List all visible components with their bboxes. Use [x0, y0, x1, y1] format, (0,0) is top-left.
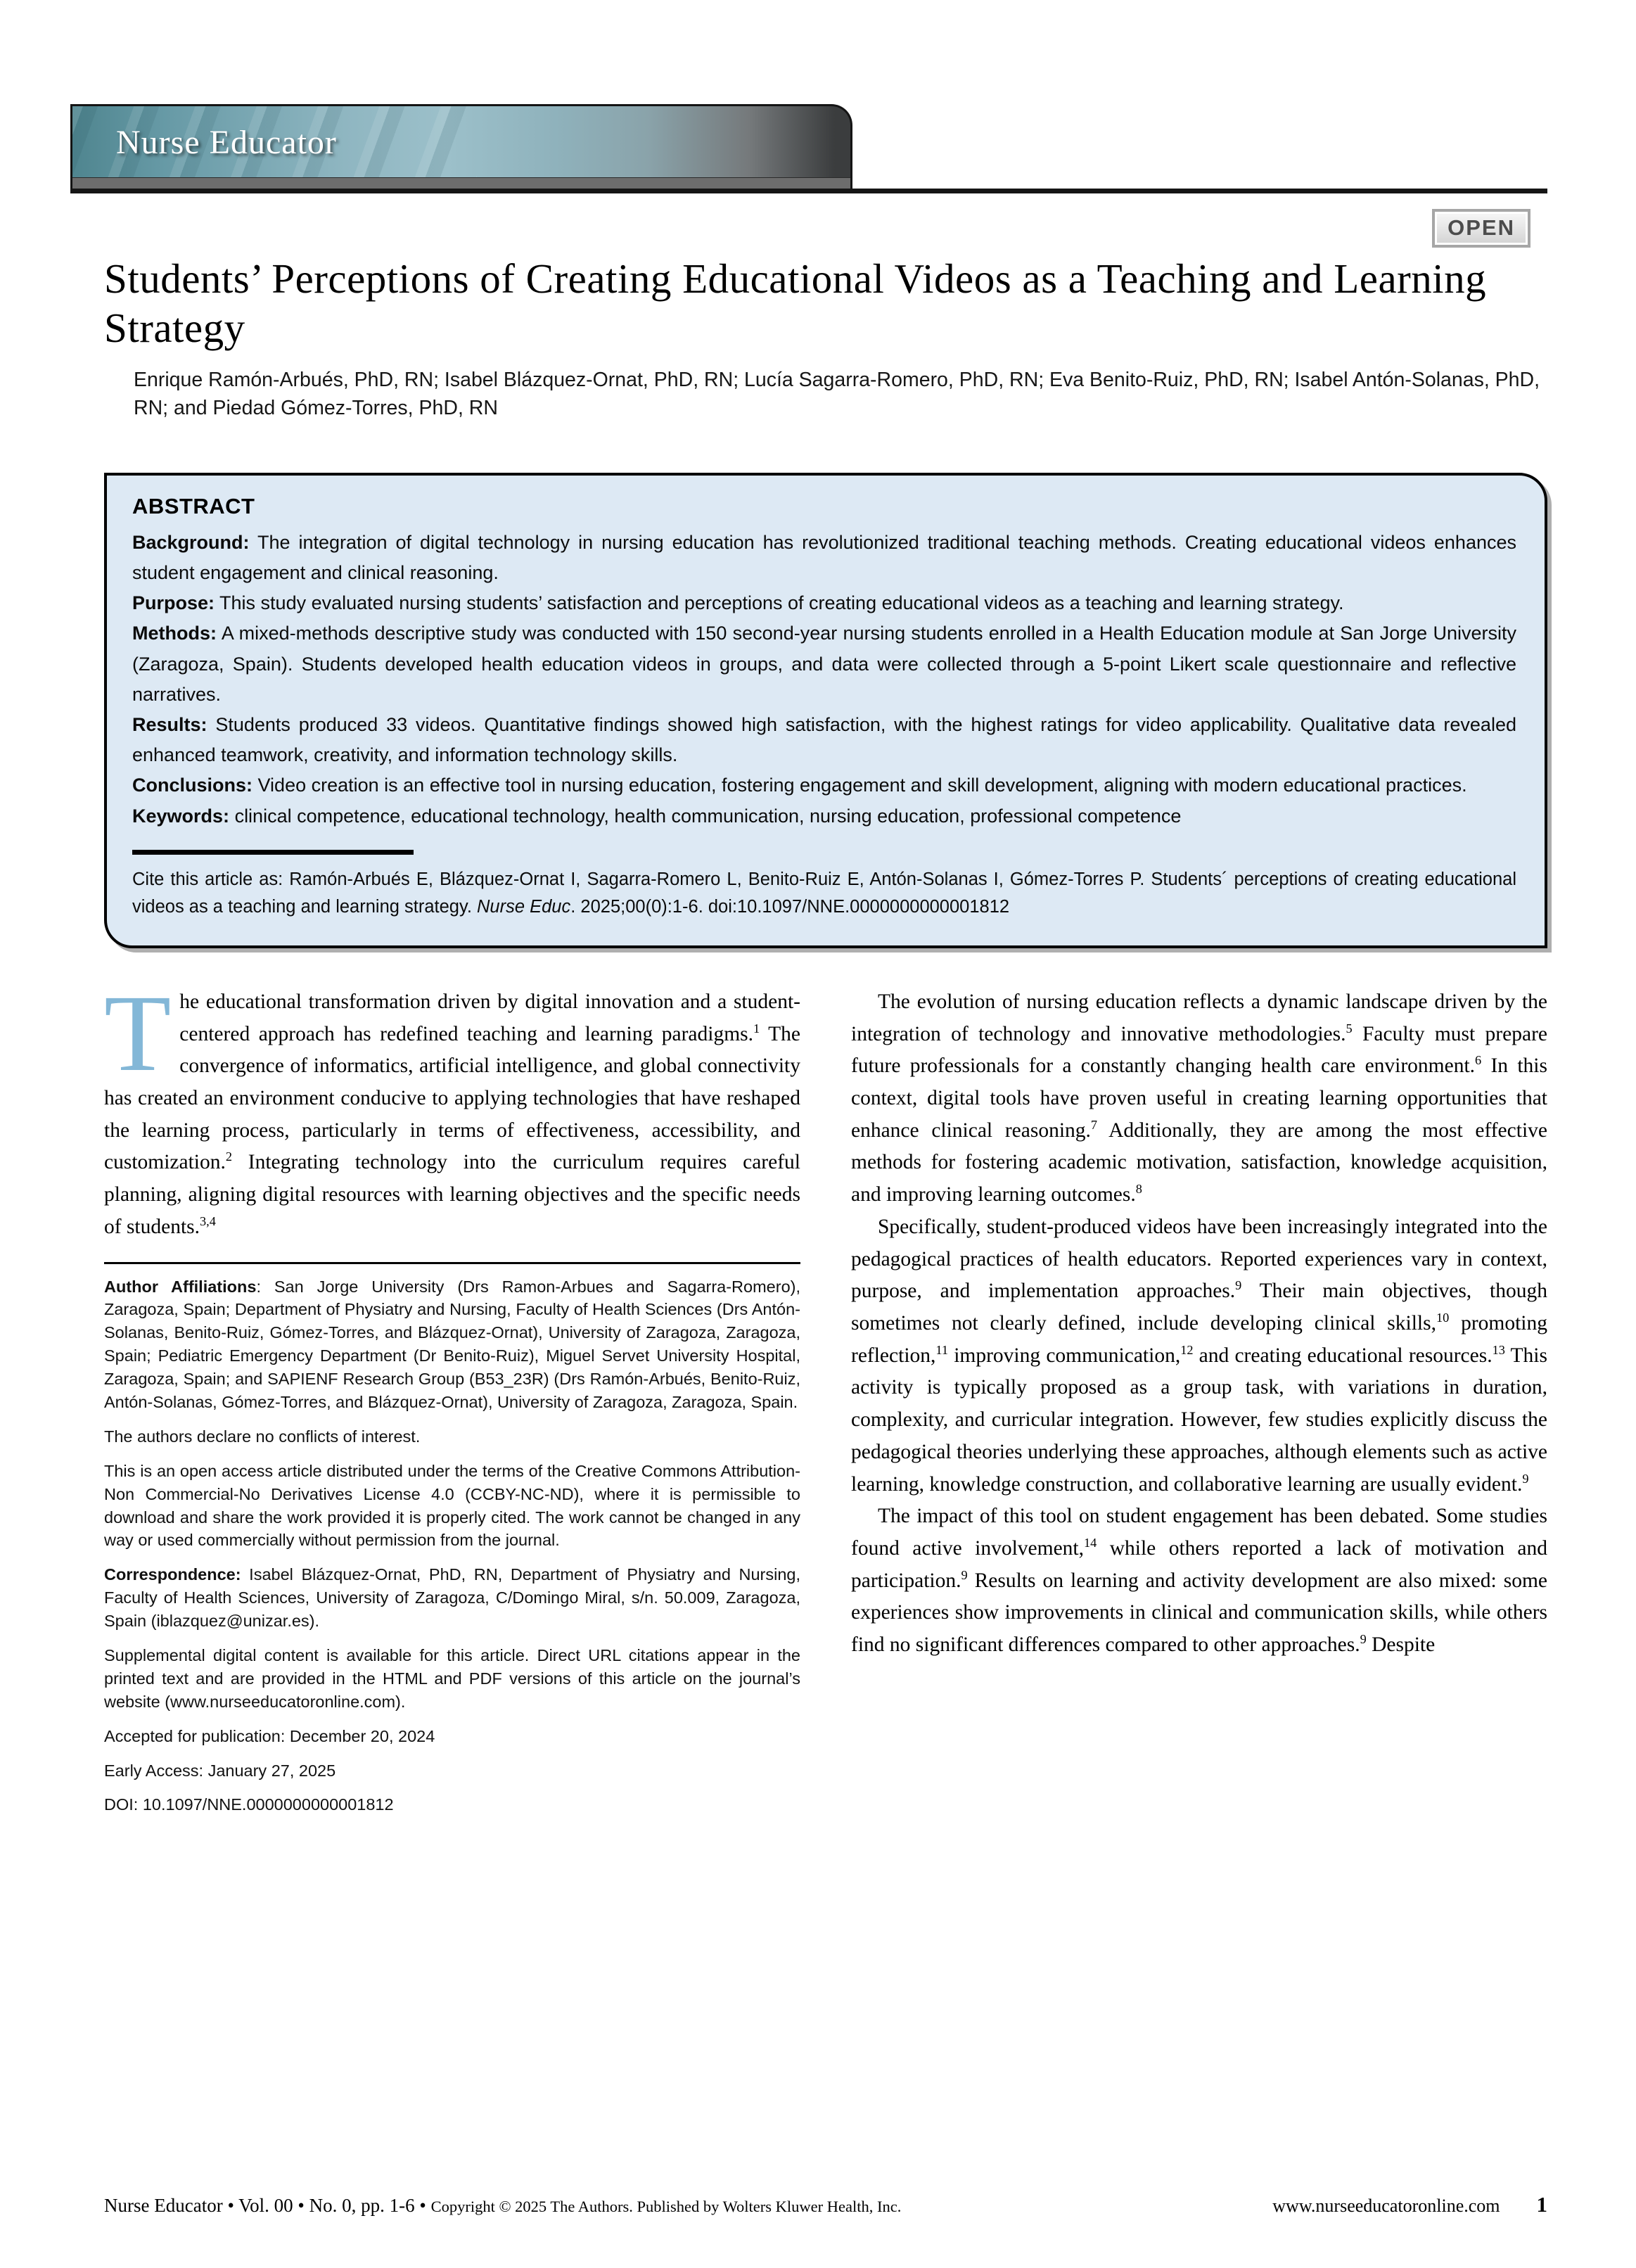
- intro-paragraph-text: he educational transformation driven by digital innovation and a student-centered approach has redefined teaching and learning paradigms.$^1$ The convergence of informatics, artificial intelligence, and global connectivity has created an environment conducive to applying technologies that have reshaped the learning process, particularly in terms of effectiveness, accessibility, and customization.$^2$ Integrating technology into the curriculum requires careful planning, aligning digital resources with learning objectives and the specific needs of students.$^{3,4}$: [104, 990, 800, 1238]
- abstract-conclusions: [132, 770, 1516, 801]
- left-column: [104, 971, 800, 1828]
- footnote-accepted: Accepted for publication: December 20, 2024: [104, 1726, 435, 1745]
- abstract-results-label: Results:: [132, 714, 207, 735]
- abstract-methods-label: Methods:: [132, 623, 217, 644]
- abstract-methods: [132, 618, 1516, 710]
- intro-paragraph: [104, 971, 800, 1244]
- abstract-background-label: Background:: [132, 531, 250, 553]
- abstract-keywords-text: clinical competence, educational technology, health communication, nursing education, professional competence: [234, 805, 1182, 827]
- drop-cap: T: [104, 971, 172, 1094]
- abstract-background-text: The integration of digital technology in nursing education has revolutionized traditional teaching methods. Creating educational videos enhances student engagement and clinical reasoning.: [132, 531, 1516, 584]
- abstract-results-text: Students produced 33 videos. Quantitative findings showed high satisfaction, with the highest ratings for video applicability. Qualitative data revealed enhanced teamwork, creativity, and information technology skills.: [132, 714, 1516, 766]
- author-list: Enrique Ramón-Arbués, PhD, RN; Isabel Blázquez-Ornat, PhD, RN; Lucía Sagarra-Romero, PhD, RN; Eva Benito-Ruiz, PhD, RN; Isabel Antón-Solanas, PhD, RN; and Piedad Gómez-Torres, PhD, RN: [134, 369, 1540, 419]
- footnotes: [104, 1275, 800, 1817]
- footnote-supplemental: Supplemental digital content is available for this article. Direct URL citations appear in the printed text and are provided in the HTML and PDF versions of this article on the journal’s website (www.nurseeducatoronline.com).: [104, 1646, 800, 1711]
- abstract-conclusions-label: Conclusions:: [132, 775, 253, 796]
- journal-website-link[interactable]: www.nurseeducatoronline.com: [1272, 2196, 1500, 2216]
- paragraph: Specifically, student-produced videos have been increasingly integrated into the pedagogical practices of health educators. Reported experiences vary in context, purpose, and implementation approaches.$^9$ Their main objectives, though sometimes not clearly defined, include developing clinical skills,$^{10}$ promoting reflection,$^{11}$ improving communication,$^{12}$ and creating educational resources.$^{13}$ This activity is typically proposed as a group task, with variations in duration, complexity, and curricular integration. However, few studies explicitly discuss the pedagogical theories underlying these approaches, although elements such as active learning, knowledge construction, and collaborative learning are usually evident.$^9$: [851, 1215, 1547, 1496]
- journal-name: Nurse Educator: [116, 124, 337, 161]
- page-footer: [104, 2192, 1547, 2217]
- abstract-purpose: [132, 588, 1516, 618]
- page-number: 1: [1536, 2192, 1547, 2217]
- abstract-purpose-label: Purpose:: [132, 592, 215, 614]
- open-access-badge[interactable]: OPEN: [1432, 209, 1530, 248]
- abstract-results: [132, 710, 1516, 770]
- abstract-purpose-text: This study evaluated nursing students’ satisfaction and perceptions of creating educational videos as a teaching and learning strategy.: [219, 592, 1344, 614]
- paragraph: The evolution of nursing education reflects a dynamic landscape driven by the integration of technology and innovative methodologies.$^5$ Faculty must prepare future professionals for a constantly changing health care environment.$^6$ In this context, digital tools have proven useful in creating learning opportunities that enhance clinical reasoning.$^7$ Additionally, they are among the most effective methods for fostering academic motivation, satisfaction, knowledge acquisition, and improving learning outcomes.$^8$: [851, 990, 1547, 1206]
- footer-journal-name: Nurse Educator: [104, 2195, 223, 2216]
- footer-left: [104, 2195, 901, 2217]
- abstract-keywords: [132, 801, 1516, 832]
- footer-right: [1272, 2192, 1547, 2217]
- cite-divider: [132, 850, 414, 855]
- footer-volume-info: • Vol. 00 • No. 0, pp. 1-6 •: [222, 2195, 431, 2216]
- abstract-box: [104, 473, 1547, 948]
- journal-banner-row: [70, 104, 1547, 193]
- abstract-conclusions-text: Video creation is an effective tool in nursing education, fostering engagement and skill development, aligning with modern educational practices.: [257, 775, 1467, 796]
- footnote-early-access: Early Access: January 27, 2025: [104, 1761, 336, 1780]
- right-column: [851, 986, 1547, 1828]
- footnote-correspondence: Correspondence: Isabel Blázquez-Ornat, PhD, RN, Department of Physiatry and Nursing, Faculty of Health Sciences, University of Zaragoza, C/Domingo Miral, s/n. 50.009, Zaragoza, Spain (iblazquez@unizar.es).: [104, 1565, 800, 1631]
- paragraph: The impact of this tool on student engagement has been debated. Some studies found active involvement,$^{14}$ while others reported a lack of motivation and participation.$^9$ Results on learning and activity development are also mixed: some experiences show improvements in clinical and communication skills, while others find no significant differences compared to other approaches.$^9$ Despite: [851, 1505, 1547, 1657]
- journal-banner: [70, 104, 852, 189]
- abstract-methods-text: A mixed-methods descriptive study was conducted with 150 second-year nursing students enrolled in a Health Education module at San Jorge University (Zaragoza, Spain). Students developed health education videos in groups, and data were collected through a 5-point Likert scale questionnaire and reflective narratives.: [132, 623, 1516, 705]
- badge-row: [104, 209, 1530, 248]
- footnote-open-access: This is an open access article distributed under the terms of the Creative Commons Attribution-Non Commercial-No Derivatives License 4.0 (CCBY-NC-ND), where it is permissible to download and share the work provided it is properly cited. The work cannot be changed in any way or used commercially without permission from the journal.: [104, 1461, 800, 1550]
- footnote-affiliations: Author Affiliations: San Jorge University (Drs Ramon-Arbues and Sagarra-Romero), Zaragoza, Spain; Department of Physiatry and Nursing, Faculty of Health Sciences (Drs Antón-Solanas, Benito-Ruiz, Gómez-Torres, and Blázquez-Ornat), University of Zaragoza, Zaragoza, Spain; Pediatric Emergency Department (Dr Benito-Ruiz), Miguel Servet University Hospital, Zaragoza, Spain; and SAPIENF Research Group (B53_23R) (Drs Ramón-Arbués, Benito-Ruiz, Antón-Solanas, Gómez-Torres, and Blázquez-Ornat), University of Zaragoza, Zaragoza, Spain.: [104, 1277, 800, 1411]
- footer-copyright: Copyright © 2025 The Authors. Published by Wolters Kluwer Health, Inc.: [430, 2198, 902, 2215]
- footnote-conflicts: The authors declare no conflicts of interest.: [104, 1427, 421, 1446]
- banner-bottom-strip: [72, 177, 850, 189]
- citation: Cite this article as: Ramón-Arbués E, Blázquez-Ornat I, Sagarra-Romero L, Benito-Ruiz E, Antón-Solanas I, Gómez-Torres P. Students´ perceptions of creating educational videos as a teaching and learning strategy. Nurse Educ. 2025;00(0):1-6. doi:10.1097/NNE.0000000000001812: [132, 869, 1516, 917]
- abstract-keywords-label: Keywords:: [132, 805, 230, 827]
- abstract-heading: ABSTRACT: [132, 493, 255, 518]
- body-columns: [104, 971, 1547, 1828]
- footnote-doi: DOI: 10.1097/NNE.0000000000001812: [104, 1795, 394, 1814]
- article-title: Students’ Perceptions of Creating Educational Videos as a Teaching and Learning Strategy: [104, 255, 1487, 351]
- footnote-divider: [104, 1262, 800, 1264]
- abstract-background: [132, 528, 1516, 588]
